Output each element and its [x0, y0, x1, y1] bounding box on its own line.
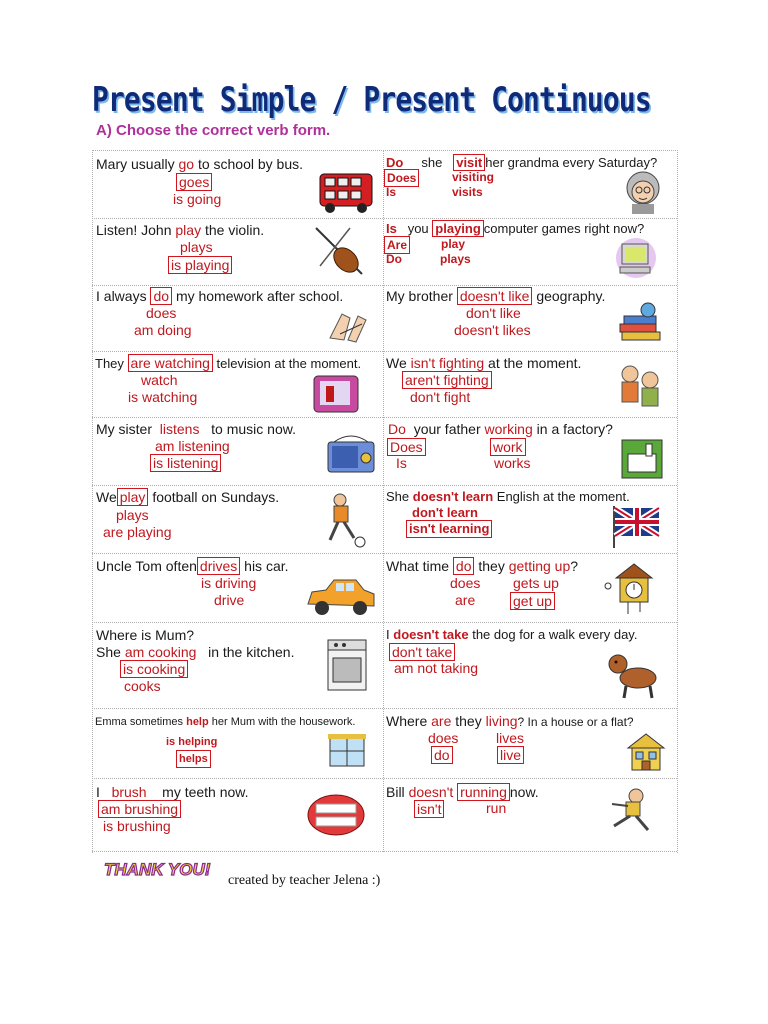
exercise-3: Listen! John play the violin. — [96, 222, 265, 238]
answer-choice: don't like — [466, 305, 521, 321]
computer-picture — [612, 236, 660, 280]
row-divider — [92, 553, 677, 554]
house-picture — [624, 730, 668, 774]
row-divider — [92, 351, 677, 352]
answer-choice-selected: live — [497, 746, 524, 764]
answer-choice-selected: am brushing — [98, 800, 181, 818]
answer-choice: is watching — [128, 389, 198, 405]
answer-choice: am not taking — [394, 660, 479, 676]
row-divider — [92, 851, 677, 852]
answer-choice: are playing — [103, 524, 172, 540]
answer-choice: visits — [452, 185, 483, 199]
answer-choice-selected: is listening — [150, 454, 221, 472]
badge-text: THANK YOU! — [104, 860, 211, 879]
answer-choice-selected: is playing — [168, 256, 232, 274]
window-cleaning-picture — [326, 732, 368, 770]
author-credit: created by teacher Jelena :) — [228, 873, 381, 888]
exercise-8: We isn't fighting at the moment. — [386, 355, 582, 371]
answer-choice: run — [486, 800, 507, 816]
answer-choice-selected: Does — [384, 169, 419, 187]
teeth-picture — [304, 790, 368, 840]
violin-picture — [310, 222, 368, 280]
answer-choice: don't learn — [412, 505, 478, 520]
exercise-9: My sister listens to music now. — [96, 421, 296, 437]
exercise-11: We play football on Sundays. — [96, 489, 280, 505]
row-divider — [92, 778, 677, 779]
exercise-19: I brush my teeth now. — [96, 784, 249, 800]
answer-choice: Is — [386, 185, 397, 199]
factory-picture — [620, 438, 664, 480]
page-title: Present Simple / Present Continuous — [92, 80, 651, 120]
grandma-picture — [620, 168, 666, 214]
answer-choice: is helping — [166, 736, 218, 748]
answer-choice: does — [428, 730, 459, 746]
answer-choice: plays — [116, 507, 149, 523]
answer-choice-selected: aren't fighting — [402, 371, 492, 389]
fighting-kids-picture — [614, 360, 666, 410]
dog-picture — [606, 646, 664, 700]
instruction: A) Choose the correct verb form. — [96, 122, 331, 139]
uk-flag-picture — [612, 504, 662, 548]
row-divider — [92, 485, 677, 486]
answer-choice-selected: get up — [510, 592, 555, 610]
answer-choice: is going — [173, 191, 222, 207]
row-divider — [92, 708, 677, 709]
answer-choice: does — [450, 575, 481, 591]
answer-choice: doesn't likes — [454, 322, 531, 338]
writing-hand-picture — [324, 304, 370, 344]
exercise-13: Uncle Tom often drives his car. — [96, 558, 289, 574]
exercise-16: I doesn't take the dog for a walk every day. — [386, 627, 638, 642]
answer-choice-selected: don't take — [389, 643, 455, 661]
answer-choice: Is — [396, 455, 407, 471]
exercise-4: Is you playing computer games right now? — [386, 221, 645, 236]
answer-choice: am listening — [155, 438, 230, 454]
thank-you-badge — [102, 856, 220, 882]
football-player-picture — [316, 492, 370, 550]
row-divider — [92, 417, 677, 418]
answer-choice-selected: Are — [384, 236, 410, 254]
row-divider — [92, 622, 677, 623]
answer-choice: is driving — [201, 575, 257, 591]
television-picture — [308, 372, 364, 416]
books-picture — [614, 300, 664, 346]
answer-choice: cooks — [124, 678, 161, 694]
cuckoo-clock-picture — [604, 562, 666, 618]
answer-choice-selected: is cooking — [120, 660, 188, 678]
exercise-2: Do she visit her grandma every Saturday? — [386, 155, 658, 170]
exercise-10: Do your father working in a factory? — [388, 421, 613, 437]
exercise-7: They are watching television at the moment. — [95, 355, 362, 371]
answer-choice: play — [441, 237, 466, 251]
exercise-18: Where are they living? In a house or a flat? — [386, 713, 634, 729]
answer-choice: plays — [180, 239, 213, 255]
exercise-14: What time do they getting up? — [386, 558, 579, 574]
exercise-5: I always do my homework after school. — [96, 288, 344, 304]
column-divider — [383, 150, 384, 852]
answer-choice: lives — [496, 730, 525, 746]
running-boy-picture — [600, 786, 660, 836]
exercise-12: She doesn't learn English at the moment. — [386, 489, 630, 504]
answer-choice-selected: isn't learning — [406, 520, 492, 538]
row-divider — [92, 285, 677, 286]
exercise-6: My brother doesn't like geography. — [386, 288, 606, 304]
exercise-20: Bill doesn't running now. — [386, 784, 539, 800]
exercise-1: Mary usually go to school by bus. — [96, 156, 304, 172]
answer-choice: visiting — [452, 170, 495, 184]
exercise-15: She am cooking in the kitchen. — [96, 644, 295, 660]
exercise-15-line1: Where is Mum? — [96, 627, 195, 643]
answer-choice-selected: Does — [387, 438, 426, 456]
answer-choice: does — [146, 305, 177, 321]
answer-choice: is brushing — [103, 818, 171, 834]
exercise-17: Emma sometimes help her Mum with the housework. — [95, 716, 356, 728]
car-picture — [302, 574, 378, 618]
answer-choice-selected: isn't — [414, 800, 444, 818]
bus-picture — [316, 170, 378, 214]
stove-picture — [322, 634, 372, 696]
radio-picture — [324, 432, 378, 478]
answer-choice-selected: helps — [176, 750, 211, 768]
answer-choice: plays — [440, 252, 471, 266]
answer-choice: gets up — [513, 575, 559, 591]
row-divider — [92, 218, 677, 219]
answer-choice: drive — [214, 592, 245, 608]
answer-choice: am doing — [134, 322, 192, 338]
answer-choice: don't fight — [410, 389, 471, 405]
answer-choice: Do — [386, 252, 402, 266]
answer-choice: works — [494, 455, 531, 471]
answer-choice-selected: goes — [176, 173, 212, 191]
answer-choice: watch — [141, 372, 178, 388]
answer-choice: are — [455, 592, 476, 608]
answer-choice-selected: work — [490, 438, 526, 456]
answer-choice-selected: do — [431, 746, 453, 764]
